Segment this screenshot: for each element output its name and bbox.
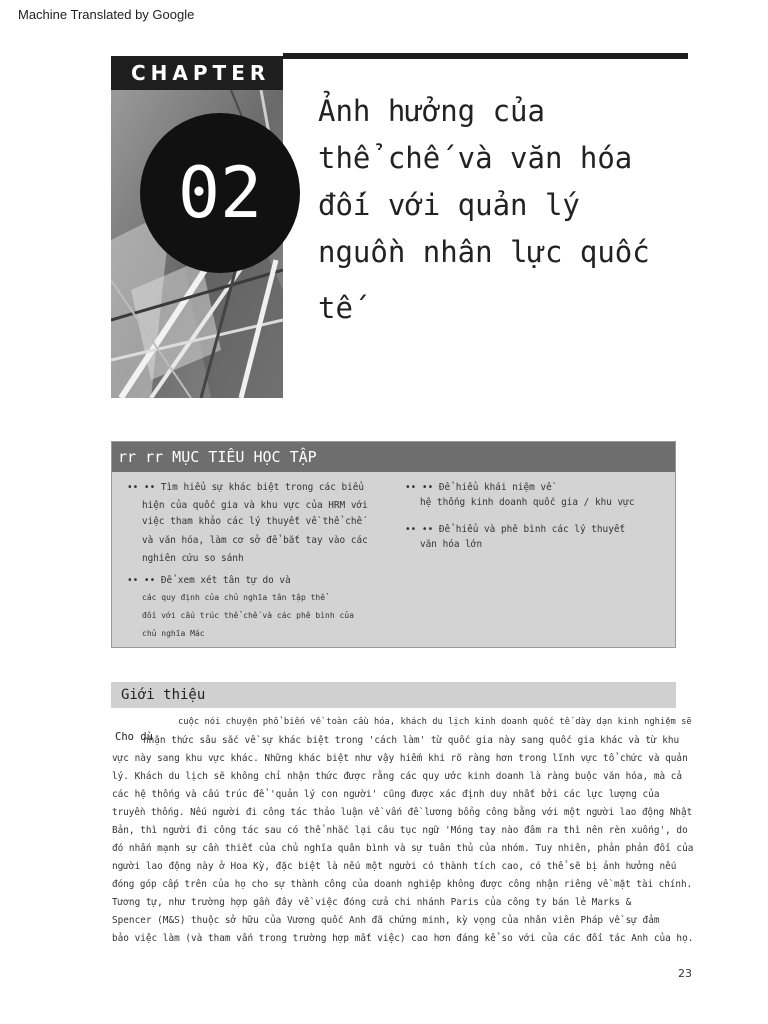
title-line: Ảnh hưởng của [318, 94, 545, 128]
intro-line: Tương tự, như trường hợp gần đây về việc đóng cửa chi nhánh Paris của công ty bán lẻ Marks & [112, 897, 632, 908]
learning-objectives-box [111, 441, 676, 648]
objective-line: các quy định của chủ nghĩa tân tập thể [142, 593, 326, 602]
chapter-number: 02 [140, 113, 300, 273]
title-line: đối với quản lý [318, 188, 580, 222]
intro-line: các hệ thống và cấu trúc để 'quản lý con người' cũng được xác định duy nhất bởi các lực lượng của [112, 789, 660, 800]
page-number: 23 [678, 967, 692, 980]
intro-heading: Giới thiệu [111, 682, 676, 708]
intro-line: nhận thức sâu sắc về sự khác biệt trong 'cách làm' từ quốc gia này sang quốc gia khác và từ khu [143, 735, 680, 746]
objective-line: hiện của quốc gia và khu vực của HRM với [142, 500, 368, 511]
intro-line: đóng góp cấp trên của họ cho sự thành công của doanh nghiệp không được công nhận riêng về mặt tài chính. [112, 879, 693, 890]
intro-line: Bản, thì người đi công tác sau có thể nhắc lại câu tục ngữ 'Móng tay nào đâm ra thì nên rèn xuống', do [112, 825, 688, 836]
objective-line: việc tham khảo các lý thuyết về thể chế [142, 516, 363, 527]
intro-line: lý. Khách du lịch sẽ không chỉ nhận thức được rằng các quy ước kinh doanh là ràng buộc văn hóa, mà cả [112, 771, 683, 782]
intro-line: Spencer (M&S) thuộc sở hữu của Vương quốc Anh đã chứng minh, kỳ vọng của nhân viên Pháp về sự đảm [112, 915, 660, 926]
intro-line: bảo việc làm (và tham vấn trong trường hợp mất việc) cao hơn đáng kể so với của các đối tác Anh của họ. [112, 933, 694, 944]
objective-line: chủ nghĩa Mác [142, 629, 205, 638]
objective-line: đối với cấu trúc thể chế và các phê bình của [142, 611, 354, 620]
objective-line: •• •• Tìm hiểu sự khác biệt trong các biểu [127, 482, 365, 493]
title-line: thể chế và văn hóa [318, 141, 633, 175]
title-line: tế [318, 291, 353, 325]
objective-line: •• •• Để hiểu khái niệm về [405, 482, 552, 493]
title-line: nguồn nhân lực quốc [318, 235, 650, 269]
intro-line: người lao động này ở Hoa Kỳ, đặc biệt là nếu một người có thành tích cao, có thể sẽ bị ảnh hưởng nếu [112, 861, 677, 872]
intro-lead-words: Cho dù [115, 731, 153, 743]
machine-translated-label: Machine Translated by Google [18, 7, 195, 22]
learning-objectives-heading: rr rr MỤC TIÊU HỌC TẬP [112, 442, 675, 472]
intro-line: cuộc nói chuyện phổ biến về toàn cầu hóa, khách du lịch kinh doanh quốc tế dày dạn kinh nghiệm sẽ [178, 717, 692, 727]
intro-line: đó nhấn mạnh sự cần thiết của chủ nghĩa quân bình và sự tuân thủ của nhóm. Tuy nhiên, phản phản đối của [112, 843, 694, 854]
intro-line: vực này sang khu vực khác. Những khác biệt như vậy hiếm khi rõ ràng hơn trong lĩnh vực tổ chức và quản [112, 753, 688, 764]
objective-line: nghiên cứu so sánh [142, 553, 244, 564]
intro-line: truyền thống. Nếu người đi công tác thảo luận về vấn đề lương bổng công bằng với một người lao động Nhật [112, 807, 693, 818]
objective-line: văn hóa lớn [420, 539, 483, 550]
objective-line: hệ thống kinh doanh quốc gia / khu vực [420, 497, 635, 508]
objective-line: và văn hóa, làm cơ sở để bắt tay vào các [142, 535, 368, 546]
top-rule [283, 53, 688, 59]
chapter-label: CHAPTER [111, 56, 283, 90]
objective-line: •• •• Để xem xét tân tự do và [127, 575, 291, 586]
chapter-title [318, 88, 678, 332]
objective-line: •• •• Để hiểu và phê bình các lý thuyết [405, 524, 626, 535]
